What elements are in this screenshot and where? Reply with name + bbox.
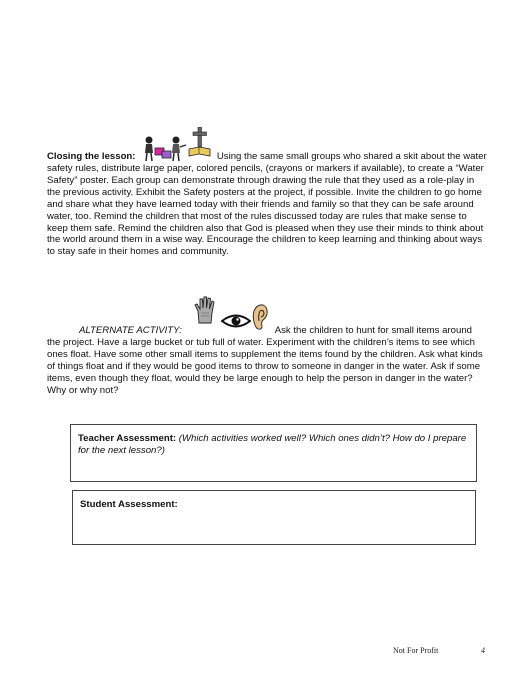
alternate-activity-heading: ALTERNATE ACTIVITY: [79, 325, 182, 337]
closing-lesson-heading: Closing the lesson: [47, 151, 136, 163]
teacher-assessment-label: Teacher Assessment: [78, 433, 177, 444]
teacher-assessment-prompt: (Which activities worked well? Which ones didn’t? How do I prepare for the next lesson?) [78, 433, 467, 456]
page-number: 4 [481, 646, 485, 655]
senses-icons [193, 309, 271, 339]
closing-icons [142, 135, 212, 165]
children-drawing-icon [142, 135, 188, 165]
student-assessment-box[interactable] [72, 490, 476, 545]
teacher-assessment-text [78, 433, 468, 457]
closing-lesson-paragraph [47, 135, 487, 258]
student-assessment-label: Student Assessment: [80, 499, 178, 510]
hand-icon [193, 295, 217, 325]
alternate-activity-paragraph [47, 309, 487, 397]
student-assessment-text [80, 499, 470, 511]
alternate-activity-body: Ask the children to hunt for small items around the project. Have a large bucket or tub full of water. Experiment with the children’s items to see which ones float. Have some other small items to supplement the items found by the children. Ask what kinds of things float and if they would be good items to throw to someone in danger in the water. Ask if some items, even though they float, would they be large enough to help the person in danger in the water? Why or why not? [47, 325, 483, 396]
closing-lesson-body: Using the same small groups who shared a skit about the water safety rules, distribute large paper, colored pencils, (crayons or markers if available), to create a “Water Safety” poster. Each group can demonstrate through drawing the rule that they used as a role-play in the previous activity. Exhibit the Safety posters at the project, if possible. Invite the children to go home and share what they have learned today with their friends and family so that they can be safe around water, too. Remind the children that most of the rules discussed today are rules that make sense to keep them safe. Remind the children also that God is pleased when they use their minds to think about the world around them in a wise way. Encourage the children to keep learning and thinking about ways to stay safe in their homes and community. [47, 151, 487, 258]
teacher-assessment-box[interactable] [70, 424, 477, 482]
footer-text: Not For Profit [393, 646, 439, 655]
ear-icon [251, 303, 269, 331]
cross-bible-icon [188, 127, 212, 157]
eye-icon [221, 313, 251, 329]
